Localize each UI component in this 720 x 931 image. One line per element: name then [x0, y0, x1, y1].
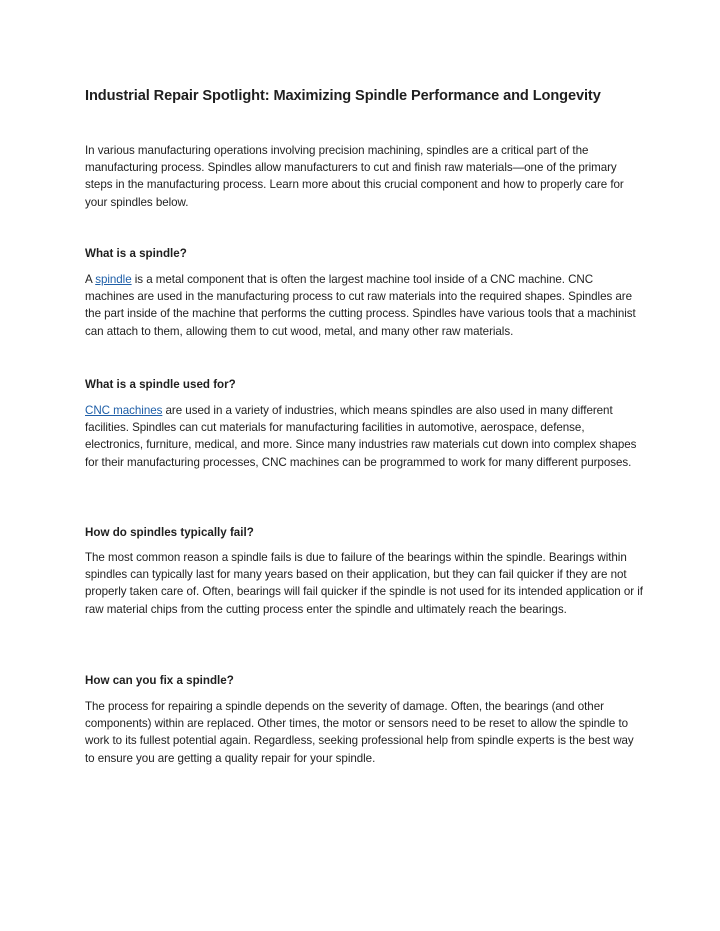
section-paragraph-spindles-fail: The most common reason a spindle fails is due to failure of the bearings within the spindle. Bearings within spindles can typically last for many years based on their application, but they can fail quicker if they are not properly taken care of. Often, bearings will fail quicker if the spindle is not used for its intended application or if raw material chips from the cutting process enter the spindle and ultimately reach the bearings. [85, 551, 643, 616]
paragraph-text: are used in a variety of industries, which means spindles are also used in many different facilities. Spindles can cut materials for manufacturing facilities in automotive, aerospace, defense, electronics, furniture, medical, and more. Since many industries raw materials cut down into complex shapes for their manufacturing processes, CNC machines can be programmed to work for many different purposes. [85, 404, 637, 469]
cnc-machines-link[interactable]: CNC machines [85, 404, 163, 417]
lead-text: A [85, 273, 96, 286]
section-paragraph-what-is-spindle [85, 271, 645, 340]
section-paragraph-fix-spindle: The process for repairing a spindle depends on the severity of damage. Often, the bearings (and other components) within are replaced. Other times, the motor or sensors need to be reset to allow the spindle to work to its fullest potential again. Regardless, seeking professional help from spindle experts is the best way to ensure you are getting a quality repair for your spindle. [85, 700, 634, 765]
document-title: Industrial Repair Spotlight: Maximizing Spindle Performance and Longevity [85, 88, 601, 104]
intro-paragraph: In various manufacturing operations involving precision machining, spindles are a critical part of the manufacturing process. Spindles allow manufacturers to cut and finish raw materials—one of the primary steps in the manufacturing process. Learn more about this crucial component and how to properly care for your spindles below. [85, 144, 624, 209]
section-paragraph-spindle-used-for [85, 402, 645, 471]
paragraph-text: is a metal component that is often the largest machine tool inside of a CNC machine. CNC machines are used in the manufacturing process to cut raw materials into the required shapes. Spindles are the part inside of the machine that performs the cutting process. Spindles have various tools that a machinist can attach to them, allowing them to cut wood, metal, and many other raw materials. [85, 273, 636, 338]
section-heading-spindle-used-for: What is a spindle used for? [85, 378, 236, 391]
spindle-link[interactable]: spindle [95, 273, 132, 286]
section-heading-what-is-spindle: What is a spindle? [85, 247, 187, 260]
section-heading-spindles-fail: How do spindles typically fail? [85, 526, 254, 539]
section-heading-fix-spindle: How can you fix a spindle? [85, 674, 234, 687]
